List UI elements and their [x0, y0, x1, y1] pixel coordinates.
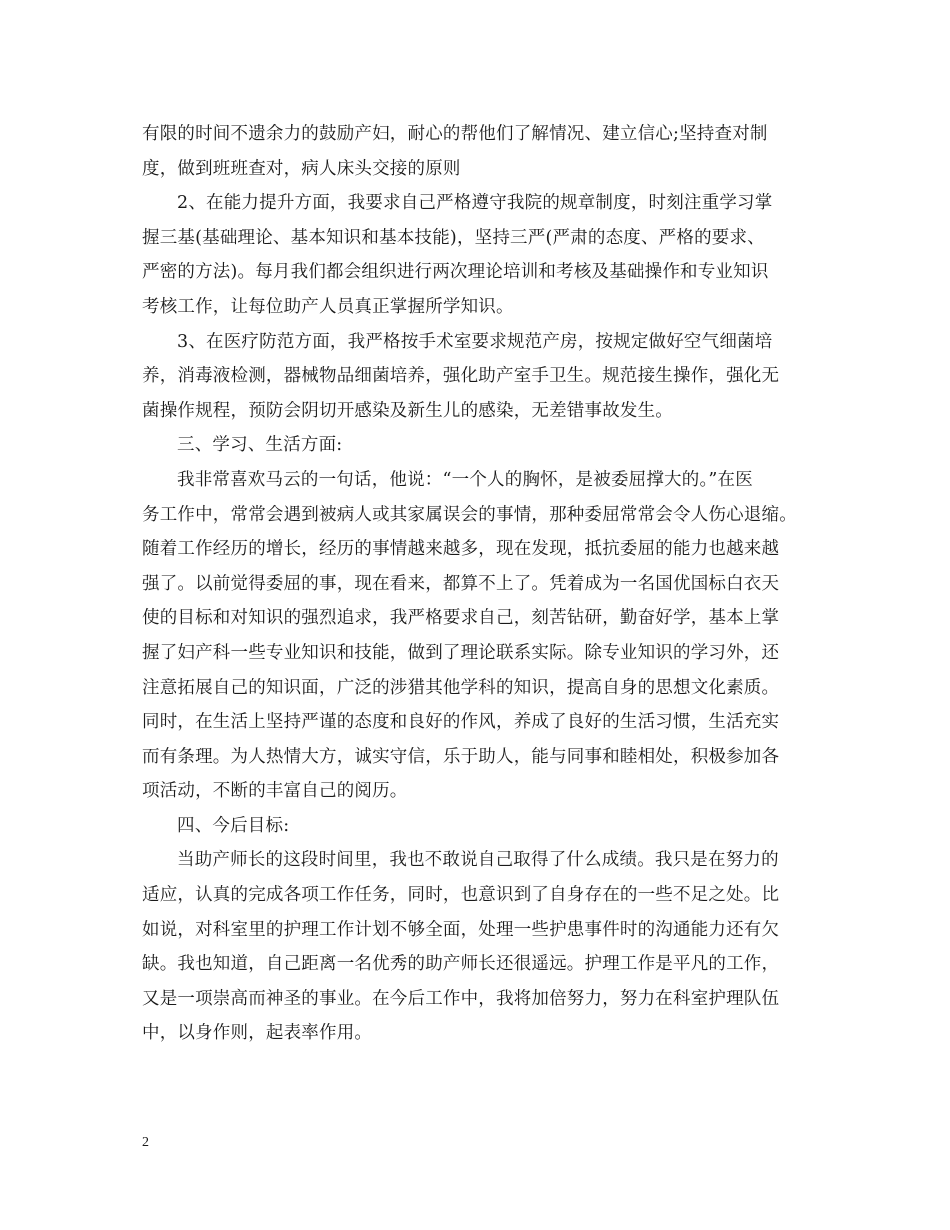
section-heading: 三、学习、生活方面: — [177, 435, 343, 456]
text-line: 而有条理。为人热情大方，诚实守信，乐于助人，能与同事和睦相处，积极参加各 — [142, 746, 780, 767]
text-line: 严密的方法)。每月我们都会组织进行两次理论培训和考核及基础操作和专业知识 — [142, 262, 769, 283]
text-line: 度，做到班班查对，病人床头交接的原则 — [142, 158, 461, 179]
text-line: 握了妇产科一些专业知识和技能，做到了理论联系实际。除专业知识的学习外，还 — [142, 642, 780, 663]
text-line: 考核工作，让每位助产人员真正掌握所学知识。 — [142, 296, 514, 317]
text-line: 2、在能力提升方面，我要求自己严格遵守我院的规章制度，时刻注重学习掌 — [177, 193, 773, 214]
text-line: 使的目标和对知识的强烈追求，我严格要求自己，刻苦钻研，勤奋好学，基本上掌 — [142, 608, 780, 629]
section-heading: 四、今后目标: — [177, 815, 290, 836]
text-line: 强了。以前觉得委屈的事，现在看来，都算不上了。凭着成为一名国优国标白衣天 — [142, 573, 780, 594]
text-line: 注意拓展自己的知识面，广泛的涉猎其他学科的知识，提高自身的思想文化素质。 — [142, 677, 780, 698]
text-line: 养，消毒液检测，器械物品细菌培养，强化助产室手卫生。规范接生操作，强化无 — [142, 366, 780, 387]
text-line: 适应，认真的完成各项工作任务，同时，也意识到了自身存在的一些不足之处。比 — [142, 885, 780, 906]
text-line: 我非常喜欢马云的一句话，他说：“一个人的胸怀，是被委屈撑大的。”在医 — [177, 469, 753, 490]
text-line: 3、在医疗防范方面，我严格按手术室要求规范产房，按规定做好空气细菌培 — [177, 331, 773, 352]
text-line: 务工作中，常常会遇到被病人或其家属误会的事情，那种委屈常常会令人伤心退缩。 — [142, 504, 797, 525]
text-line: 又是一项崇高而神圣的事业。在今后工作中，我将加倍努力，努力在科室护理队伍 — [142, 988, 780, 1009]
text-line: 握三基(基础理论、基本知识和基本技能)，坚持三严(严肃的态度、严格的要求、 — [142, 227, 765, 248]
text-line: 菌操作规程，预防会阴切开感染及新生儿的感染，无差错事故发生。 — [142, 400, 673, 421]
text-line: 当助产师长的这段时间里，我也不敢说自己取得了什么成绩。我只是在努力的 — [177, 850, 779, 871]
text-line: 有限的时间不遗余力的鼓励产妇，耐心的帮他们了解情况、建立信心;坚持查对制 — [142, 124, 768, 144]
page-number: 2 — [142, 1135, 149, 1150]
text-line: 中，以身作则，起表率作用。 — [142, 1023, 373, 1044]
text-line: 项活动，不断的丰富自己的阅历。 — [142, 781, 408, 802]
text-line: 缺。我也知道，自己距离一名优秀的助产师长还很遥远。护理工作是平凡的工作， — [142, 954, 780, 975]
body-text — [142, 117, 822, 1051]
text-line: 如说，对科室里的护理工作计划不够全面，处理一些护患事件时的沟通能力还有欠 — [142, 919, 780, 940]
text-line: 同时，在生活上坚持严谨的态度和良好的作风，养成了良好的生活习惯，生活充实 — [142, 712, 780, 733]
text-line: 随着工作经历的增长，经历的事情越来越多，现在发现，抵抗委屈的能力也越来越 — [142, 539, 780, 560]
